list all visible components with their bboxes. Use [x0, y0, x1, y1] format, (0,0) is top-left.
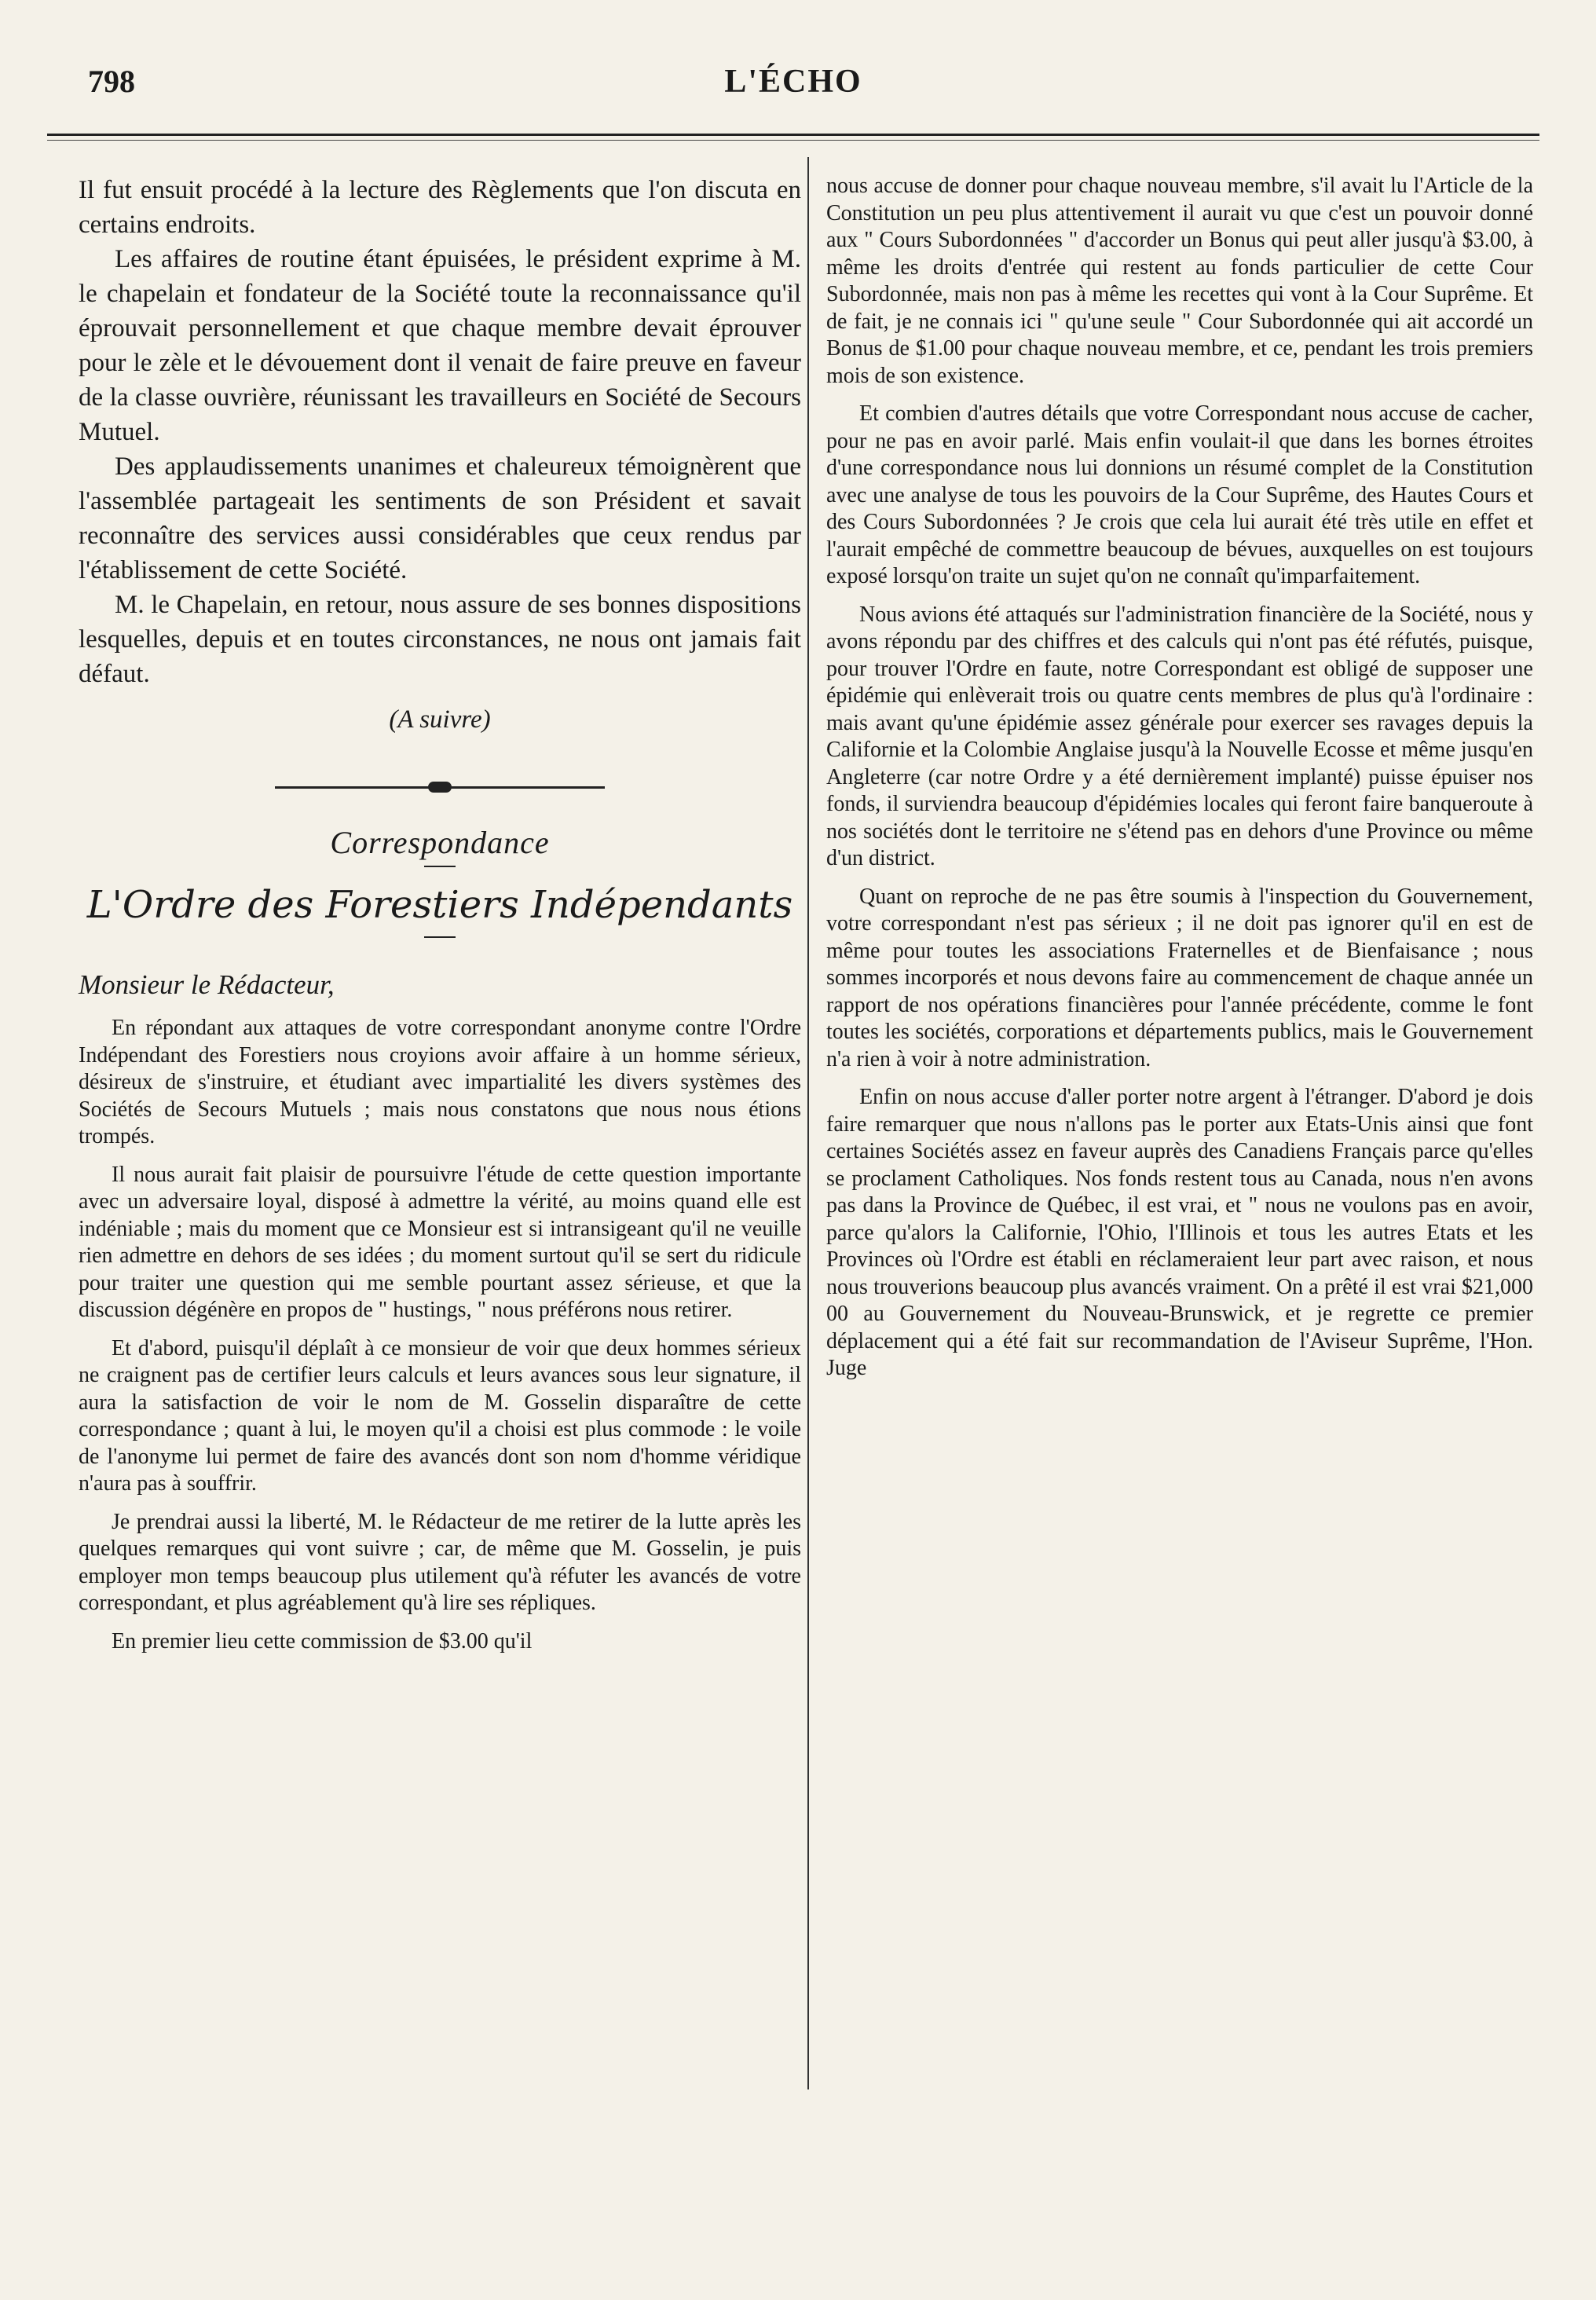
paragraph: Et d'abord, puisqu'il déplaît à ce monsieur de voir que deux hommes sérieux ne craignent pas de certifier leurs calculs et leurs avances sous leur signature, il aura la satisfaction de voir le nom de M. Gosselin disparaître de cette correspondance ; quant à lui, le moyen qu'il a choisi est plus commode : le voile de l'anonyme lui permet de faire des avancés dont son nom d'homme véridique n'aura pas à souffrir.	[79, 1335, 801, 1496]
paragraph: M. le Chapelain, en retour, nous assure de ses bonnes dispositions lesquelles, depuis et en toutes circonstances, ne nous ont jamais fait défaut.	[79, 591, 801, 688]
paragraph: Nous avions été attaqués sur l'administration financière de la Société, nous y avons répondu par des chiffres et des calculs qui n'ont pas été réfutés, puisque, pour trouver l'Ordre en faute, notre Correspondant est obligé de supposer une épidémie qui enlèverait trois ou quatre cents membres de plus qu'à l'ordinaire : mais avant qu'une épidémie assez générale pour exercer ses ravages depuis la Californie et la Colombie Anglaise jusqu'à la Nouvelle Ecosse et même jusqu'en Angleterre (car notre Ordre y a été dernièrement implanté) puisse épuiser nos fonds, il surviendra beaucoup d'épidémies locales qui feront faire banqueroute à nos sociétés dont le territoire ne s'étend pas en dehors d'une Province ou même d'un district.	[826, 602, 1533, 870]
salutation: Monsieur le Rédacteur,	[79, 969, 335, 1000]
paragraph: Il fut ensuit procédé à la lecture des Règlements que l'on discuta en certains endroits.	[79, 176, 801, 239]
paragraph: Je prendrai aussi la liberté, M. le Rédacteur de me retirer de la lutte après les quelques remarques qui vont suivre ; car, de même que M. Gosselin, je puis employer mon temps beaucoup plus utilement qu'à réfuter les avancés de votre correspondant, et plus agréablement qu'à lire ses répliques.	[79, 1509, 801, 1615]
paragraph: Il nous aurait fait plaisir de poursuivre l'étude de cette question importante avec un adversaire loyal, disposé à admettre la vérité, au moins quand elle est indéniable ; mais du moment que ce Monsieur est si intransigeant qu'il ne veuille rien admettre en dehors de ses idées ; du moment surtout qu'il se sert du ridicule pour traiter une question qui me semble pourtant assez sérieuse, et que la discussion dégénère en propos de " hustings, " nous préférons nous retirer.	[79, 1162, 801, 1322]
paragraph: Et combien d'autres détails que votre Correspondant nous accuse de cacher, pour ne pas en avoir parlé. Mais enfin voulait-il que dans les bornes étroites d'une correspondance nous lui donnions un résumé complet de la Constitution avec une analyse de tous les pouvoirs de la Cour Suprême, des Hautes Cours et des Cours Subordonnées ? Je crois que cela lui aurait été très utile en effet et l'aurait empêché de commettre beaucoup de bévues, auxquelles on est toujours exposé lorsqu'on traite un sujet qu'on ne connaît qu'imparfaitement.	[826, 401, 1533, 588]
letter-body	[79, 1015, 801, 1655]
title-rule	[424, 936, 456, 938]
page-header	[47, 63, 1539, 110]
column-divider	[807, 157, 809, 2089]
section-heading: Correspondance	[330, 825, 550, 860]
header-rule-thin	[47, 140, 1539, 141]
right-column	[826, 173, 1533, 1394]
a-suivre-note: (A suivre)	[389, 705, 491, 734]
page-number: 798	[88, 64, 135, 99]
paragraph: Des applaudissements unanimes et chaleureux témoignèrent que l'assemblée partageait les sentiments de son Président et savait reconnaître des services aussi considérables que ceux rendus par l'établissement de cette Société.	[79, 452, 801, 584]
heading-rule	[424, 866, 456, 867]
paragraph: En premier lieu cette commission de $3.00 qu'il	[112, 1628, 533, 1654]
paragraph: Quant on reproche de ne pas être soumis à l'inspection du Gouvernement, votre correspondant n'est pas sérieux ; il ne doit pas ignorer qu'il en est de même pour toutes les associations Fraternelles et de Bienfaisance ; nous sommes incorporés et nous devons faire au commencement de chaque année un rapport de nos opérations financières pour l'année précédente, comme le font toutes les sociétés, corporations et départements publics, mais le Gouvernement n'a rien à voir à notre administration.	[826, 884, 1533, 1071]
journal-title: L'ÉCHO	[724, 64, 862, 100]
article-title: L'Ordre des Forestiers Indépendants	[86, 883, 793, 927]
paragraph: Enfin on nous accuse d'aller porter notre argent à l'étranger. D'abord je dois faire remarquer que nous n'allons pas le porter aux Etats-Unis ainsi que font certaines Sociétés assez en faveur auprès des Canadiens Français parce qu'elles se proclament Catholiques. Nos fonds restent tous au Canada, nous n'en avons pas dans la Province de Québec, il est vrai, et " nous ne voulons pas en avoir, parce qu'alors la Californie, l'Ohio, l'Illinois et tous les autres Etats et les Provinces où l'Ordre est établi en réclameraient leur part avec raison, et nous nous trouverions beaucoup plus avancés vraiment. On a prêté il est vrai $21,000 00 au Gouvernement du Nouveau-Brunswick, et je regrette ce premier déplacement qui a été fait sur recommandation de l'Aviseur Suprême, l'Hon. Juge	[826, 1085, 1533, 1380]
paragraph: Les affaires de routine étant épuisées, le président exprime à M. le chapelain et fondateur de la Société toute la reconnaissance qu'il éprouvait personnellement et que chaque membre devait éprouver pour le zèle et le dévouement dont il venait de faire preuve en faveur de la classe ouvrière, réunissant les travailleurs en Société de Secours Mutuel.	[79, 245, 801, 446]
header-rule	[47, 134, 1539, 136]
ornament-divider	[275, 782, 605, 793]
left-column	[79, 173, 801, 1666]
paragraph: nous accuse de donner pour chaque nouveau membre, s'il avait lu l'Article de la Constitution un peu plus attentivement il aurait vu que c'est un pouvoir donné aux " Cours Subordonnées " d'accorder un Bonus qui peut aller jusqu'à $3.00, à même les droits d'entrée qui restent au fonds particulier de cette Cour Subordonnée, mais non pas à même les recettes qui vont à la Cour Suprême. Et de fait, je ne connais ici " qu'une seule " Cour Subordonnée qui ait accordé un Bonus de $1.00 pour chaque nouveau membre, et ce, pendant les trois premiers mois de son existence.	[826, 174, 1533, 388]
paragraph: En répondant aux attaques de votre correspondant anonyme contre l'Ordre Indépendant des Forestiers nous croyions avoir affaire à un homme sérieux, désireux de s'instruire, et étudiant avec impartialité les divers systèmes des Sociétés de Secours Mutuels ; mais nous constatons que nous nous étions trompés.	[79, 1016, 801, 1148]
